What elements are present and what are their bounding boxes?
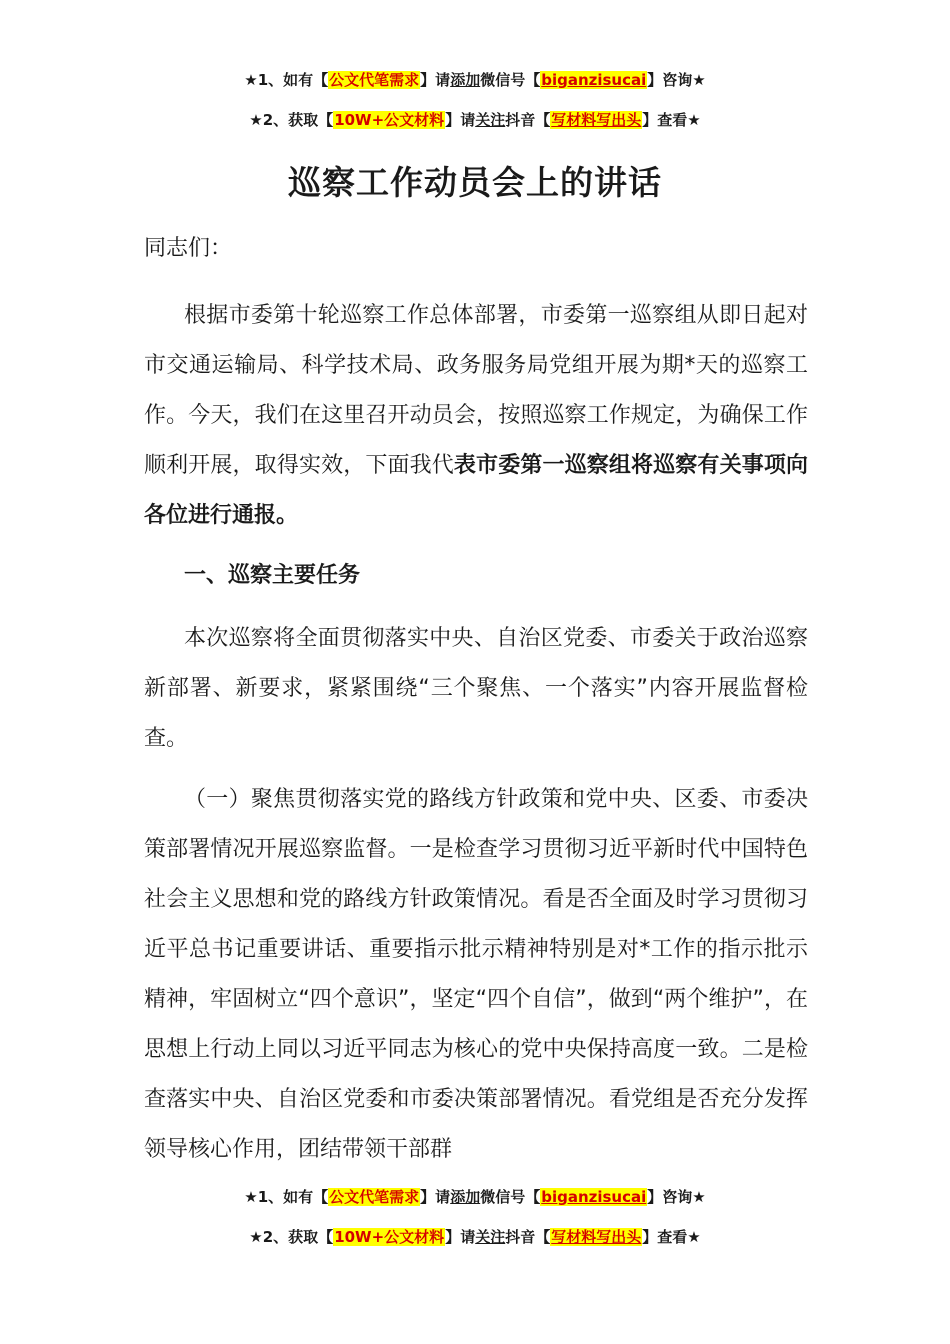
- promo-highlight: 10W+公文材料: [334, 1228, 445, 1246]
- promo-text: 】请: [445, 1228, 476, 1246]
- promo-prefix: ★2、获取【: [249, 111, 334, 129]
- document-title: 巡察工作动员会上的讲话: [288, 163, 662, 202]
- douyin-account-link[interactable]: 写材料写出头: [551, 1228, 642, 1246]
- promo-line-bottom-2: [0, 1227, 950, 1247]
- promo-suffix: 】查看★: [642, 1228, 701, 1246]
- paragraph-task-overview: 本次巡察将全面贯彻落实中央、自治区党委、市委关于政治巡察新部署、新要求，紧紧围绕“三个聚焦、一个落实”内容开展监督检查。: [144, 626, 808, 751]
- promo-line-top-1: [0, 70, 950, 90]
- promo-underlined: 添加: [450, 1188, 481, 1206]
- promo-underlined: 关注: [475, 1228, 506, 1246]
- promo-line-bottom-1: [0, 1187, 950, 1207]
- paragraph-focus-one: （一）聚焦贯彻落实党的路线方针政策和党中央、区委、市委决策部署情况开展巡察监督。一是检查学习贯彻习近平新时代中国特色社会主义思想和党的路线方针政策情况。看是否全面及时学习贯彻习近平总书记重要讲话、重要指示批示精神特别是对*工作的指示批示精神，牢固树立“四个意识”，坚定“四个自信”，做到“两个维护”，在思想上行动上同以习近平同志为核心的党中央保持高度一致。二是检查落实中央、自治区党委和市委决策部署情况。看党组是否充分发挥领导核心作用，团结带领干部群: [144, 787, 808, 1162]
- section-heading: 一、巡察主要任务: [184, 563, 361, 588]
- promo-suffix: 】咨询★: [647, 71, 706, 89]
- promo-text: 】请: [420, 1188, 451, 1206]
- promo-text: 】请: [445, 111, 476, 129]
- promo-highlight: 10W+公文材料: [334, 111, 445, 129]
- promo-text: 】请: [420, 71, 451, 89]
- paragraph-bold-text: 表市委第一巡察组将巡察有关事项向各位进行通报。: [144, 453, 808, 528]
- promo-underlined: 添加: [450, 71, 481, 89]
- promo-underlined: 关注: [475, 111, 506, 129]
- douyin-account-link[interactable]: 写材料写出头: [551, 111, 642, 129]
- promo-suffix: 】查看★: [642, 111, 701, 129]
- greeting: 同志们：: [144, 236, 233, 261]
- promo-suffix: 】咨询★: [647, 1188, 706, 1206]
- promo-line-top-2: [0, 110, 950, 130]
- promo-prefix: ★1、如有【: [244, 71, 329, 89]
- promo-highlight: 公文代笔需求: [329, 1188, 420, 1206]
- promo-highlight: 公文代笔需求: [329, 71, 420, 89]
- paragraph-intro: [144, 291, 808, 541]
- promo-text: 微信号【: [480, 71, 541, 89]
- promo-text: 微信号【: [480, 1188, 541, 1206]
- promo-text: 抖音【: [505, 1228, 551, 1246]
- promo-text: 抖音【: [505, 111, 551, 129]
- paragraph-text: 根据市委第十轮巡察工作总体部署，市委第一巡察组从即日起对市交通运输局、科学技术局、政务服务局党组开展为期*天的巡察工作。今天，我们在这里召开动员会，按照巡察工作规定，为确保工作顺利开展，取得实效，下面我代: [144, 303, 808, 478]
- promo-prefix: ★1、如有【: [244, 1188, 329, 1206]
- promo-prefix: ★2、获取【: [249, 1228, 334, 1246]
- wechat-id-link[interactable]: biganzisucai: [541, 71, 647, 89]
- wechat-id-link[interactable]: biganzisucai: [541, 1188, 647, 1206]
